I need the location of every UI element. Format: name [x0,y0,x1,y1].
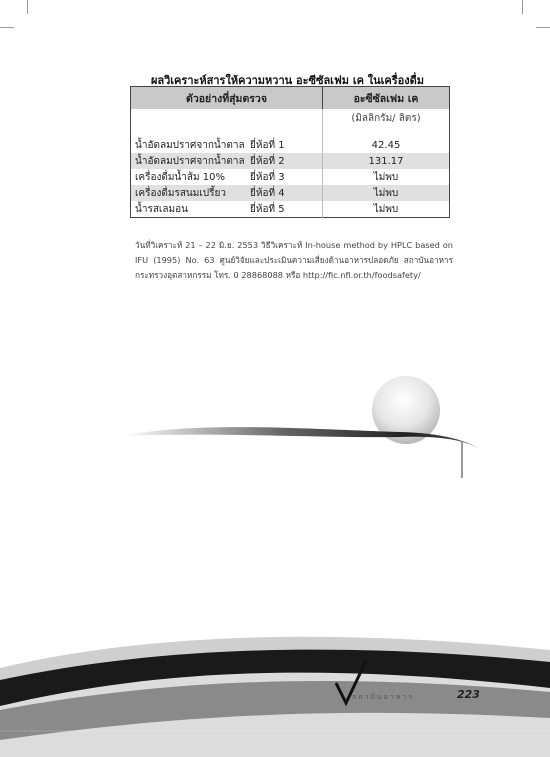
table-row [131,137,450,153]
sample-name: น้ำอัดลมปราศจากน้ำตาล [135,155,245,167]
table-title: ผลวิเคราะห์สารให้ความหวาน อะซีซัลเฟม เค ในเครื่องดื่ม [150,74,425,87]
spacer-row [131,127,450,137]
sample-brand: ยี่ห้อที่ 2 [250,155,285,167]
table-row [131,169,450,185]
table-row [131,201,450,218]
sample-value: 42.45 [323,137,450,153]
footer-brand: สถาบันอาหาร [352,693,415,701]
source-note: วันที่วิเคราะห์ 21 – 22 มิ.ย. 2553 วิธีวิเคราะห์ In-house method by HPLC based on IFU (1995) No. 63 ศูนย์วิจัยและประเมินความเสี่ยงด้านอาหารปลอดภัย สถาบันอาหาร กระทรวงอุตสาหกรรม โทร. 0 28868088 หรือ http://fic.nfi.or.th/foodsafety/ [135,240,453,280]
header-sample: ตัวอย่างที่สุ่มตรวจ [131,87,323,110]
table-row [131,185,450,201]
table-header-row [131,87,450,110]
crop-mark [522,0,523,14]
sample-brand: ยี่ห้อที่ 3 [250,171,285,183]
unit-label: (มิลลิกรัม/ ลิตร) [323,109,450,127]
sample-value: 131.17 [323,153,450,169]
crop-mark [536,27,550,28]
sample-brand: ยี่ห้อที่ 4 [250,187,285,199]
sample-brand: ยี่ห้อที่ 1 [250,139,285,151]
page-number: 223 [457,688,480,701]
sample-name: น้ำอัดลมปราศจากน้ำตาล [135,139,245,151]
swoosh-graphic [0,370,550,480]
crop-mark [0,27,14,28]
results-table [130,86,450,218]
sample-value: ไม่พบ [323,201,450,218]
sample-value: ไม่พบ [323,185,450,201]
sample-name: เครื่องดื่มน้ำส้ม 10% [135,171,226,183]
sample-name: น้ำรสเลมอน [135,203,188,215]
sample-brand: ยี่ห้อที่ 5 [250,203,285,215]
header-acesulfame: อะซีซัลเฟม เค [323,87,450,110]
unit-row [131,109,450,127]
crop-mark [27,0,28,14]
sample-value: ไม่พบ [323,169,450,185]
table-row [131,153,450,169]
sample-name: เครื่องดื่มรสนมเปรี้ยว [135,187,226,199]
